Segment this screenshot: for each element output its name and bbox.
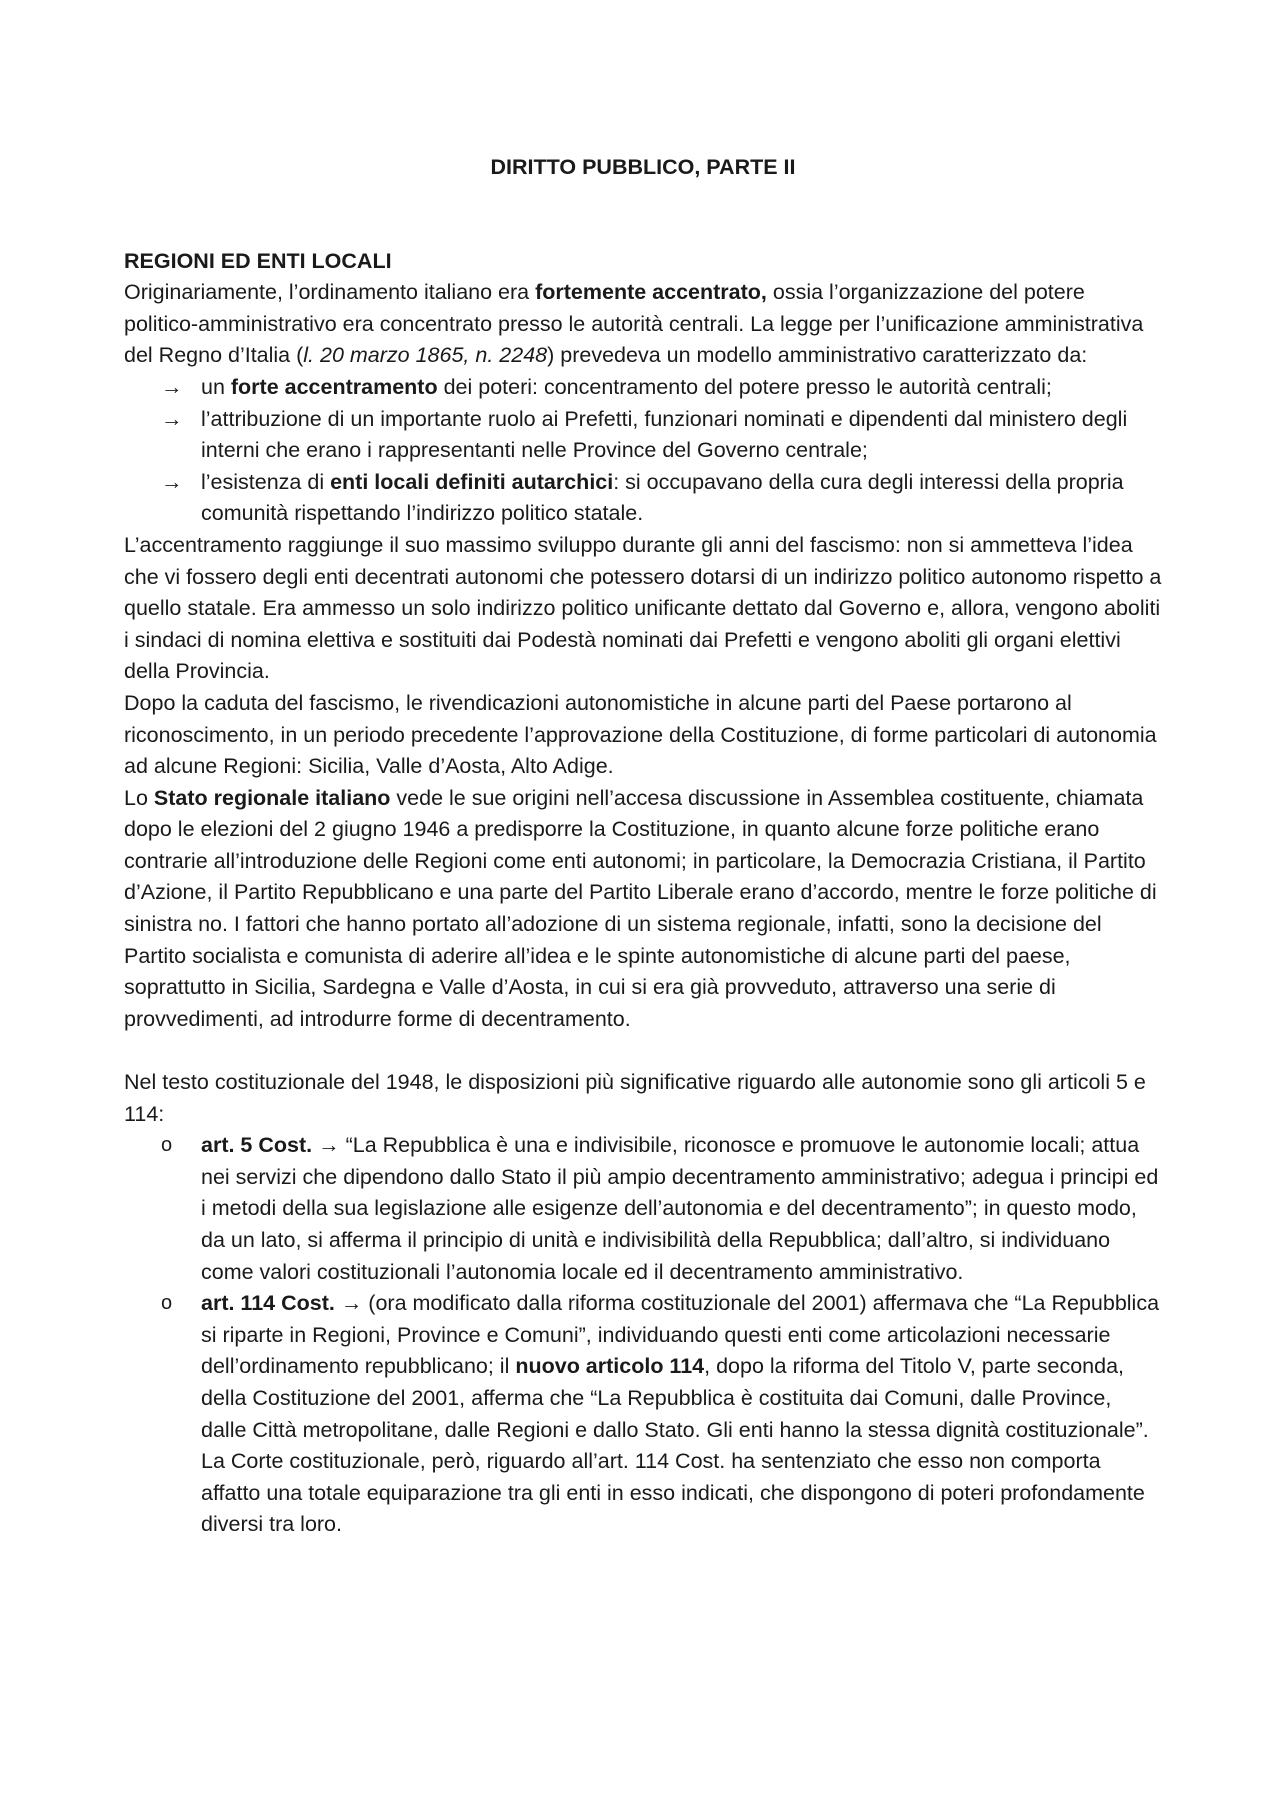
list-item [124,467,1162,530]
list-item [124,404,1162,467]
paragraph-bold: Stato regionale italiano [153,785,391,810]
article-5-item [124,1130,1162,1288]
circle-bullet-icon: o [161,1292,173,1315]
list-item-text: l’esistenza di [201,469,331,494]
section-title: REGIONI ED ENTI LOCALI [124,248,392,273]
list-item-text: dei poteri: concentramento del potere presso le autorità centrali; [437,374,1052,399]
post-fascism-paragraph: Dopo la caduta del fascismo, le rivendicazioni autonomistiche in alcune parti del Paese portarono al riconoscimento, in un periodo precedente l’approvazione della Costituzione, di forme particolari di autonomia ad alcune Regioni: Sicilia, Valle d’Aosta, Alto Adige. [124,690,1157,779]
arrow-list [124,372,1162,530]
intro-text-1: Originariamente, l’ordinamento italiano era [124,280,536,305]
circle-bullet-icon: o [161,1134,173,1157]
regional-state-paragraph [124,783,1162,1036]
arrow-right-icon: → [161,374,183,399]
article-text: “La Repubblica è una e indivisibile, riconosce e promuove le autonomie locali; attua nei servizi che dipendono dallo Stato il più ampio decentramento amministrativo; adegua i principi ed i metodi della sua legislazione alle esigenze dell’autonomia e del decentramento”; in questo modo, da un lato, si afferma il principio di unità e indivisibilità della Repubblica; dall’altro, si individuano come valori costituzionali l’autonomia locale ed il decentramento amministrativo. [201,1133,1159,1284]
article-label: art. 114 Cost. [201,1291,335,1316]
articles-list [124,1130,1162,1541]
list-item-bold: forte accentramento [230,374,438,399]
arrow-right-icon: → [340,1291,363,1316]
arrow-right-icon: → [161,406,183,431]
constitution-paragraph: Nel testo costituzionale del 1948, le disposizioni più significative riguardo alle autonomie sono gli articoli 5 e 114: [124,1070,1146,1126]
intro-law-citation: l. 20 marzo 1865, n. 2248 [303,343,548,368]
article-114-item [124,1288,1162,1541]
list-item-text: un [201,374,231,399]
arrow-right-icon: → [318,1133,340,1158]
article-label: art. 5 Cost. [201,1133,313,1158]
document-title: DIRITTO PUBBLICO, PARTE II [490,155,796,179]
list-item-text: : si occupavano della cura degli interessi della propria comunità rispettando l’indirizzo politico statale. [201,469,1124,526]
intro-paragraph [124,277,1162,372]
fascism-paragraph: L’accentramento raggiunge il suo massimo sviluppo durante gli anni del fascismo: non si ammetteva l’idea che vi fossero degli enti decentrati autonomi che potessero dotarsi di un indirizzo politico autonomo rispetto a quello statale. Era ammesso un solo indirizzo politico unificante dettato dal Governo e, allora, vengono aboliti i sindaci di nomina elettiva e sostituiti dai Podestà nominati dai Prefetti e vengono aboliti gli organi elettivi della Provincia. [124,532,1162,684]
article-text: (ora modificato dalla riforma costituzionale del 2001) affermava che “La Repubblica si riparte in Regioni, Province e Comuni”, individuando questi enti come articolazioni necessarie dell’ordinamento repubblicano; il [201,1291,1160,1379]
list-item [124,372,1162,404]
list-item-bold: enti locali definiti autarchici [330,469,614,494]
intro-text-2: ossia l’organizzazione del potere politico-amministrativo era concentrato presso le autorità centrali. La legge per l’unificazione amministrativa del Regno d’Italia ( [124,280,1144,368]
arrow-right-icon: → [161,469,183,494]
paragraph-text: Lo [124,785,154,810]
article-text: , dopo la riforma del Titolo V, parte seconda, della Costituzione del 2001, afferma che “La Repubblica è costituita dai Comuni, dalle Province, dalle Città metropolitane, dalle Regioni e dallo Stato. Gli enti hanno la stessa dignità costituzionale”. La Corte costituzionale, però, riguardo all’art. 114 Cost. ha sentenziato che esso non comporta affatto una totale equiparazione tra gli enti in esso indicati, che dispongono di poteri profondamente diversi tra loro. [201,1354,1149,1537]
intro-bold-1: fortemente accentrato, [535,280,767,305]
list-item-text: l’attribuzione di un importante ruolo ai Prefetti, funzionari nominati e dipendenti dal ministero degli interni che erano i rappresentanti nelle Province del Governo centrale; [201,406,1128,463]
paragraph-spacer [124,1035,1162,1067]
intro-text-3: ) prevedeva un modello amministrativo caratterizzato da: [547,343,1088,368]
article-bold: nuovo articolo 114 [515,1354,705,1379]
paragraph-text: vede le sue origini nell’accesa discussione in Assemblea costituente, chiamata dopo le elezioni del 2 giugno 1946 a predisporre la Costituzione, in quanto alcune forze politiche erano contrarie all’introduzione delle Regioni come enti autonomi; in particolare, la Democrazia Cristiana, il Partito d’Azione, il Partito Repubblicano e una parte del Partito Liberale erano d’accordo, mentre le forze politiche di sinistra no. I fattori che hanno portato all’adozione di un sistema regionale, infatti, sono la decisione del Partito socialista e comunista di aderire all’idea e le spinte autonomistiche di alcune parti del paese, soprattutto in Sicilia, Sardegna e Valle d’Aosta, in cui si era già provveduto, attraverso una serie di provvedimenti, ad introdurre forme di decentramento. [124,785,1157,1031]
